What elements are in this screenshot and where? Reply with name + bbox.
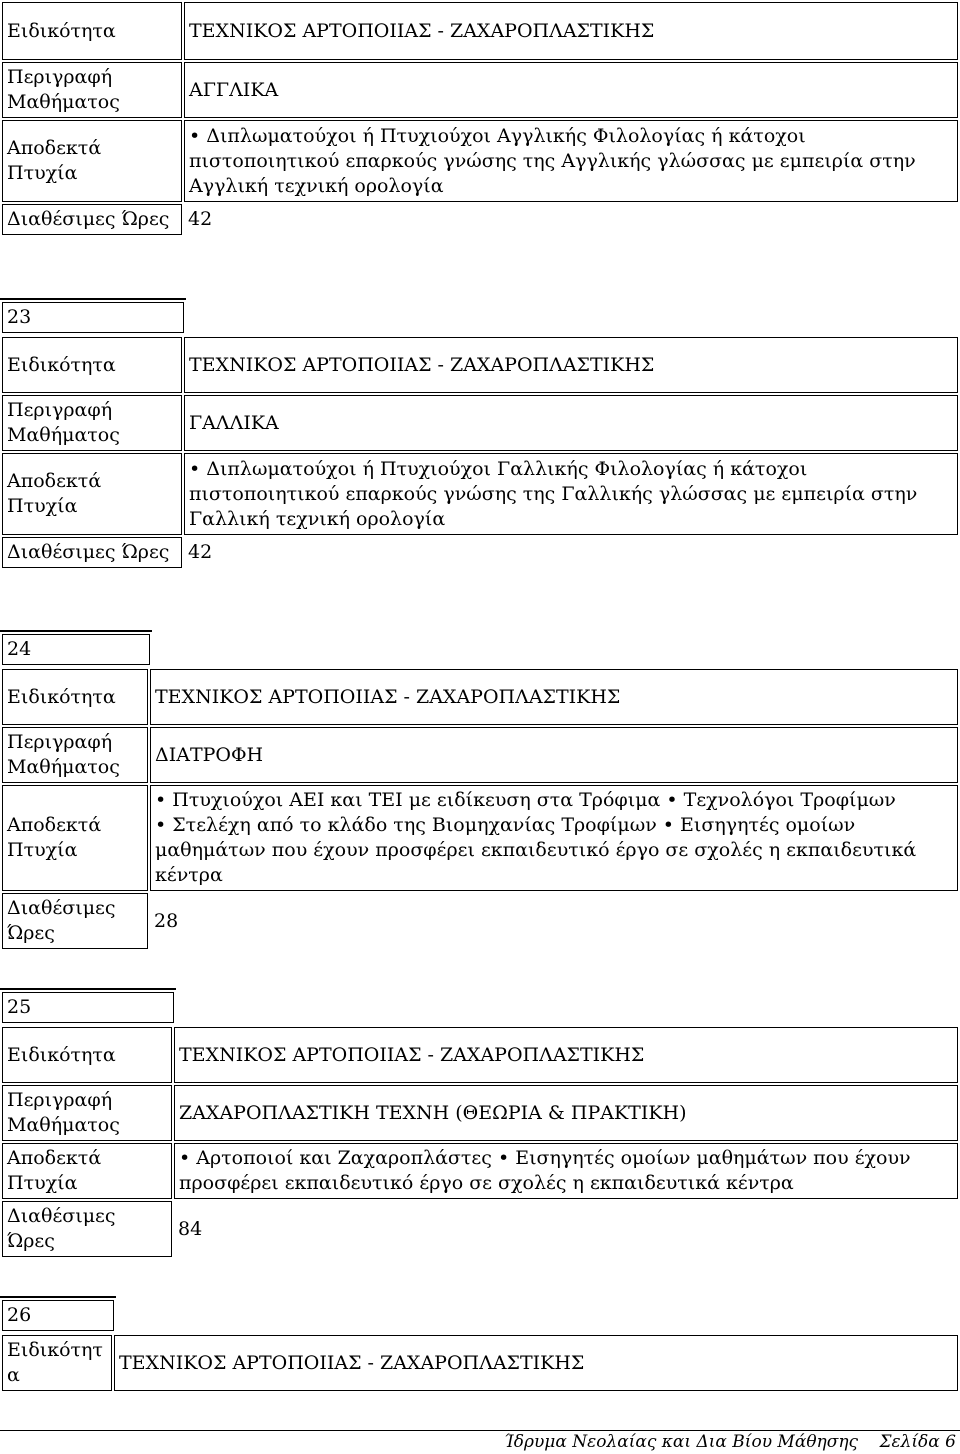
- hours-label: Διαθέσιμες Ώρες: [2, 1201, 172, 1257]
- footer-page-number: Σελίδα 6: [879, 1432, 956, 1452]
- specialty-value: ΤΕΧΝΙΚΟΣ ΑΡΤΟΠΟΙΙΑΣ - ΖΑΧΑΡΟΠΛΑΣΤΙΚΗΣ: [114, 1335, 958, 1391]
- record-number-table: [0, 630, 152, 667]
- record-table: [0, 1025, 960, 1259]
- record-block-22: [0, 0, 960, 237]
- specialty-value: ΤΕΧΝΙΚΟΣ ΑΡΤΟΠΟΙΙΑΣ - ΖΑΧΑΡΟΠΛΑΣΤΙΚΗΣ: [184, 337, 958, 393]
- degree-item: Διπλωματούχοι ή Πτυχιούχοι Αγγλικής Φιλολογίας ή κάτοχοι πιστοποιητικού επαρκούς γνώσης της Αγγλικής γλώσσας με εμπειρία στην Αγγλική τεχνική ορολογία: [189, 124, 916, 197]
- specialty-value: ΤΕΧΝΙΚΟΣ ΑΡΤΟΠΟΙΙΑΣ - ΖΑΧΑΡΟΠΛΑΣΤΙΚΗΣ: [150, 669, 958, 725]
- hours-value: 84: [178, 1217, 203, 1240]
- record-block-24: [0, 630, 960, 951]
- bullet-icon: [663, 814, 680, 836]
- course-value: ΖΑΧΑΡΟΠΛΑΣΤΙΚΗ ΤΕΧΝΗ (ΘΕΩΡΙΑ & ΠΡΑΚΤΙΚΗ): [174, 1085, 958, 1141]
- course-label: Περιγραφή Μαθήματος: [2, 62, 182, 118]
- degree-item: Στελέχη από το κλάδο της Βιομηχανίας Τροφίμων: [172, 814, 657, 836]
- specialty-label: Ειδικότητα: [2, 2, 182, 60]
- record-block-23: [0, 298, 960, 570]
- hours-label: Διαθέσιμες Ώρες: [2, 204, 182, 235]
- degrees-value: [174, 1143, 958, 1199]
- record-number: 23: [2, 302, 184, 333]
- degrees-value: [184, 453, 958, 535]
- degree-item: Αρτοποιοί και Ζαχαροπλάστες: [196, 1147, 492, 1169]
- course-value: ΔΙΑΤΡΟΦΗ: [150, 727, 958, 783]
- record-block-26: [0, 1296, 960, 1393]
- specialty-value: ΤΕΧΝΙΚΟΣ ΑΡΤΟΠΟΙΙΑΣ - ΖΑΧΑΡΟΠΛΑΣΤΙΚΗΣ: [174, 1027, 958, 1083]
- course-value: ΑΓΓΛΙΚΑ: [184, 62, 958, 118]
- specialty-label: Ειδικότητα: [2, 669, 148, 725]
- footer-org: Ίδρυμα Νεολαίας και Δια Βίου Μάθησης: [504, 1432, 859, 1452]
- degree-item: Πτυχιούχοι ΑΕΙ και ΤΕΙ με ειδίκευση στα Τρόφιμα: [172, 789, 661, 811]
- course-label: Περιγραφή Μαθήματος: [2, 1085, 172, 1141]
- record-number: 24: [2, 634, 150, 665]
- bullet-icon: [155, 814, 172, 836]
- record-table: [0, 667, 960, 951]
- specialty-label: Ειδικότητα: [2, 1027, 172, 1083]
- hours-value: 28: [154, 909, 179, 932]
- bullet-icon: [189, 458, 206, 480]
- course-label: Περιγραφή Μαθήματος: [2, 395, 182, 451]
- record-number-table: [0, 298, 186, 335]
- bullet-icon: [179, 1147, 196, 1169]
- degrees-label: Αποδεκτά Πτυχία: [2, 1143, 172, 1199]
- degrees-label: Αποδεκτά Πτυχία: [2, 785, 148, 891]
- bullet-icon: [155, 789, 172, 811]
- degrees-value: [184, 120, 958, 202]
- degree-item: Εισηγητές ομοίων μαθημάτων που έχουν προσφέρει εκπαιδευτικό έργο σε σχολές η εκπαιδευτικά κέντρα: [179, 1147, 911, 1194]
- specialty-label: Ειδικότητ α: [2, 1335, 112, 1391]
- specialty-value: ΤΕΧΝΙΚΟΣ ΑΡΤΟΠΟΙΙΑΣ - ΖΑΧΑΡΟΠΛΑΣΤΙΚΗΣ: [184, 2, 958, 60]
- degrees-label: Αποδεκτά Πτυχία: [2, 453, 182, 535]
- bullet-icon: [189, 125, 206, 147]
- hours-label: Διαθέσιμες Ώρες: [2, 893, 148, 949]
- record-table: [0, 0, 960, 237]
- hours-value: 42: [188, 208, 213, 230]
- page-footer: [0, 1430, 960, 1454]
- hours-label: Διαθέσιμες Ώρες: [2, 537, 182, 568]
- record-number-table: [0, 988, 176, 1025]
- degrees-label: Αποδεκτά Πτυχία: [2, 120, 182, 202]
- record-number: 25: [2, 992, 174, 1023]
- hours-value: 42: [188, 541, 213, 563]
- specialty-label: Ειδικότητα: [2, 337, 182, 393]
- degree-item: Τεχνολόγοι Τροφίμων: [683, 789, 896, 811]
- record-number-table: [0, 1296, 116, 1333]
- record-table: [0, 1333, 960, 1393]
- record-table: [0, 335, 960, 570]
- course-value: ΓΑΛΛΙΚΑ: [184, 395, 958, 451]
- degree-item: Διπλωματούχοι ή Πτυχιούχοι Γαλλικής Φιλολογίας ή κάτοχοι πιστοποιητικού επαρκούς γνώσης της Γαλλικής γλώσσας με εμπειρία στην Γαλλική τεχνική ορολογία: [189, 457, 918, 530]
- bullet-icon: [666, 789, 683, 811]
- record-number: 26: [2, 1300, 114, 1331]
- record-block-25: [0, 988, 960, 1259]
- degree-item: Εισηγητές ομοίων μαθημάτων που έχουν προσφέρει εκπαιδευτικό έργο σε σχολές η εκπαιδευτικά κέντρα: [155, 814, 917, 886]
- course-label: Περιγραφή Μαθήματος: [2, 727, 148, 783]
- bullet-icon: [498, 1147, 515, 1169]
- degrees-value: [150, 785, 958, 891]
